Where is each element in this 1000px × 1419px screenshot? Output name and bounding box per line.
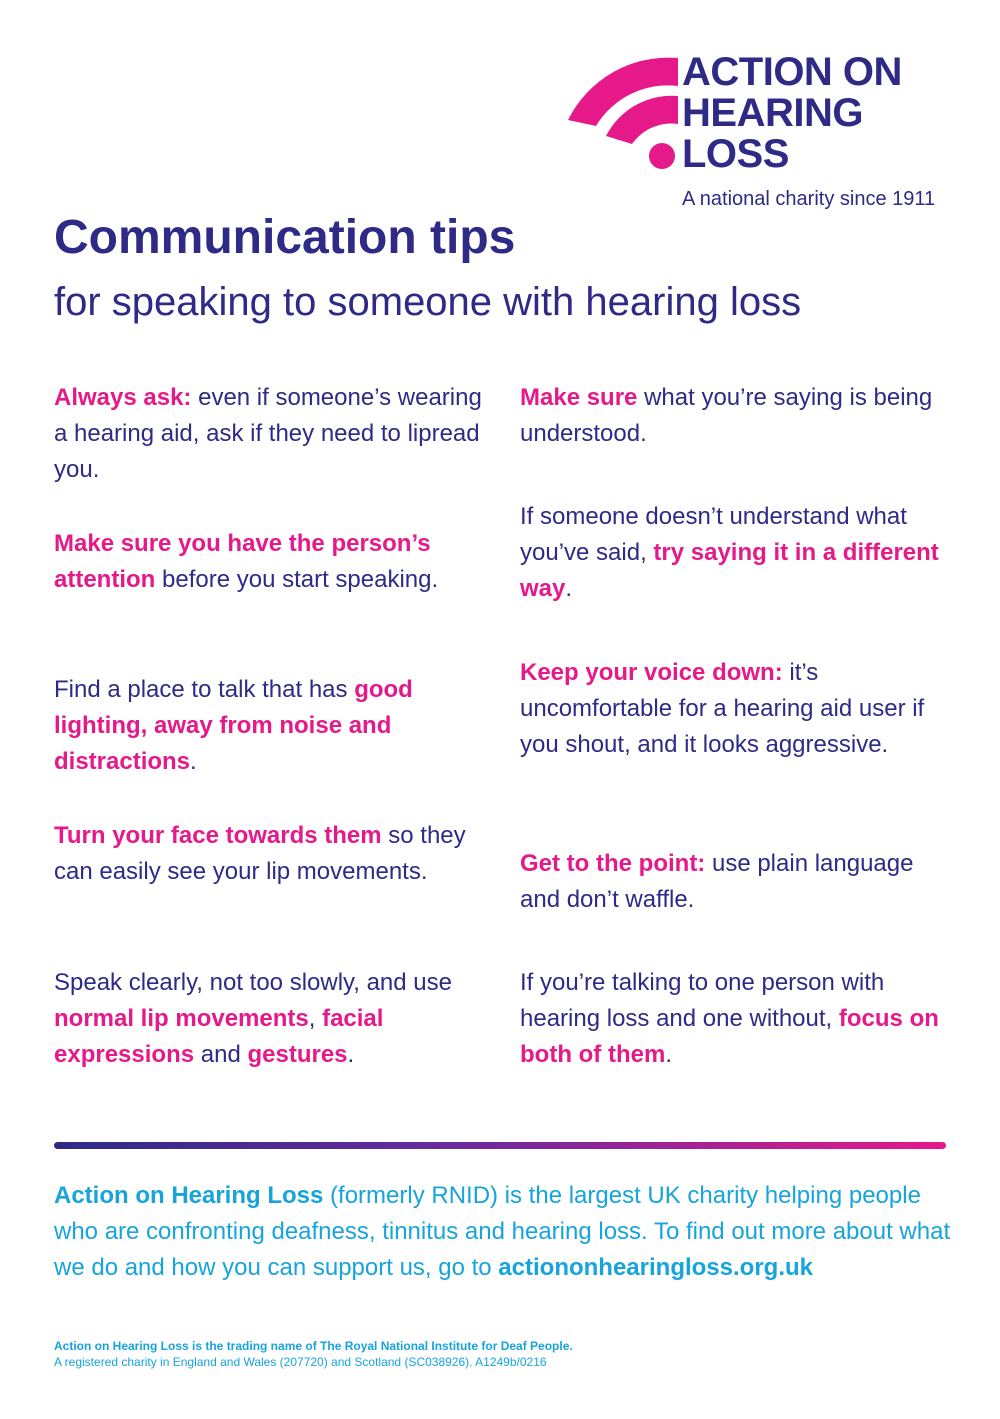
tip-text: even if someone’s wearing a hearing aid, ask if they need to lipread you. [54, 384, 482, 483]
tip-highlight: focus on both of them [520, 1005, 939, 1068]
logo-tagline: A national charity since 1911 [682, 188, 936, 210]
wifi-arc-logo-icon [560, 40, 680, 180]
legal-line-1: Action on Hearing Loss is the trading name of The Royal National Institute for Deaf People. [54, 1339, 573, 1353]
tip-highlight: Always ask: [54, 384, 192, 411]
logo-wordmark [682, 52, 902, 175]
logo-line-3: LOSS [682, 132, 789, 176]
about-org-name: Action on Hearing Loss [54, 1182, 324, 1209]
tip-text: so they can easily see your lip movements. [54, 822, 466, 885]
tip-text: use plain language and don’t waffle. [520, 850, 914, 913]
legal-notice [54, 1338, 954, 1370]
tip-text: Speak clearly, not too slowly, and use [54, 969, 452, 996]
tip-highlight-2: facial expressions [54, 1005, 384, 1068]
legal-line-2: A registered charity in England and Wales (207720) and Scotland (SC038926). A1249b/0216 [54, 1355, 547, 1369]
tip-highlight: Get to the point: [520, 850, 706, 877]
tip-always-ask [54, 380, 494, 488]
tip-attention [54, 526, 494, 598]
tip-highlight: good lighting, away from noise and distractions [54, 676, 413, 775]
page-title: Communication tips [54, 211, 516, 264]
tip-place [54, 672, 494, 780]
tip-to-the-point [520, 846, 950, 918]
tip-highlight: Make sure [520, 384, 638, 411]
tip-text: If you’re talking to one person with hearing loss and one without, [520, 969, 885, 1032]
tip-text-end: . [665, 1041, 672, 1068]
tip-highlight: Keep your voice down: [520, 659, 783, 686]
tip-speak-clearly [54, 965, 494, 1073]
logo-line-1: ACTION ON [682, 50, 902, 94]
gradient-divider [54, 1142, 946, 1149]
tip-text: before you start speaking. [155, 566, 439, 593]
tip-highlight: normal lip movements [54, 1005, 309, 1032]
tip-highlight: Make sure you have the person’s attention [54, 530, 431, 593]
tip-text-end: . [190, 748, 197, 775]
tip-face [54, 818, 494, 890]
page-subtitle: for speaking to someone with hearing loss [54, 280, 802, 324]
tip-text: Find a place to talk that has [54, 676, 355, 703]
tip-text-sep: , [308, 1005, 323, 1032]
logo-line-2: HEARING [682, 91, 863, 135]
about-text: (formerly RNID) is the largest UK charity helping people who are confronting deafness, tinnitus and hearing loss. To find out more about what we do and how you can support us, go to [54, 1182, 951, 1281]
tip-text-end: . [347, 1041, 355, 1068]
tip-text: If someone doesn’t understand what you’ve said, [520, 503, 907, 566]
tip-text: what you’re saying is being understood. [520, 384, 933, 447]
tip-highlight: Turn your face towards them [54, 822, 382, 849]
tip-different-way [520, 499, 950, 607]
logo [560, 40, 960, 220]
about-paragraph [54, 1178, 954, 1286]
tip-focus-both [520, 965, 950, 1073]
tip-text: it’s uncomfortable for a hearing aid user if you shout, and it looks aggressive. [520, 659, 925, 758]
tip-voice-down [520, 655, 950, 763]
tip-text-end: . [565, 575, 573, 602]
tip-text-sep-2: and [194, 1041, 248, 1068]
tip-understood [520, 380, 950, 452]
tip-highlight: try saying it in a different way [520, 539, 939, 602]
tip-highlight-3: gestures [247, 1041, 348, 1068]
website-link[interactable]: actiononhearingloss.org.uk [498, 1254, 814, 1281]
